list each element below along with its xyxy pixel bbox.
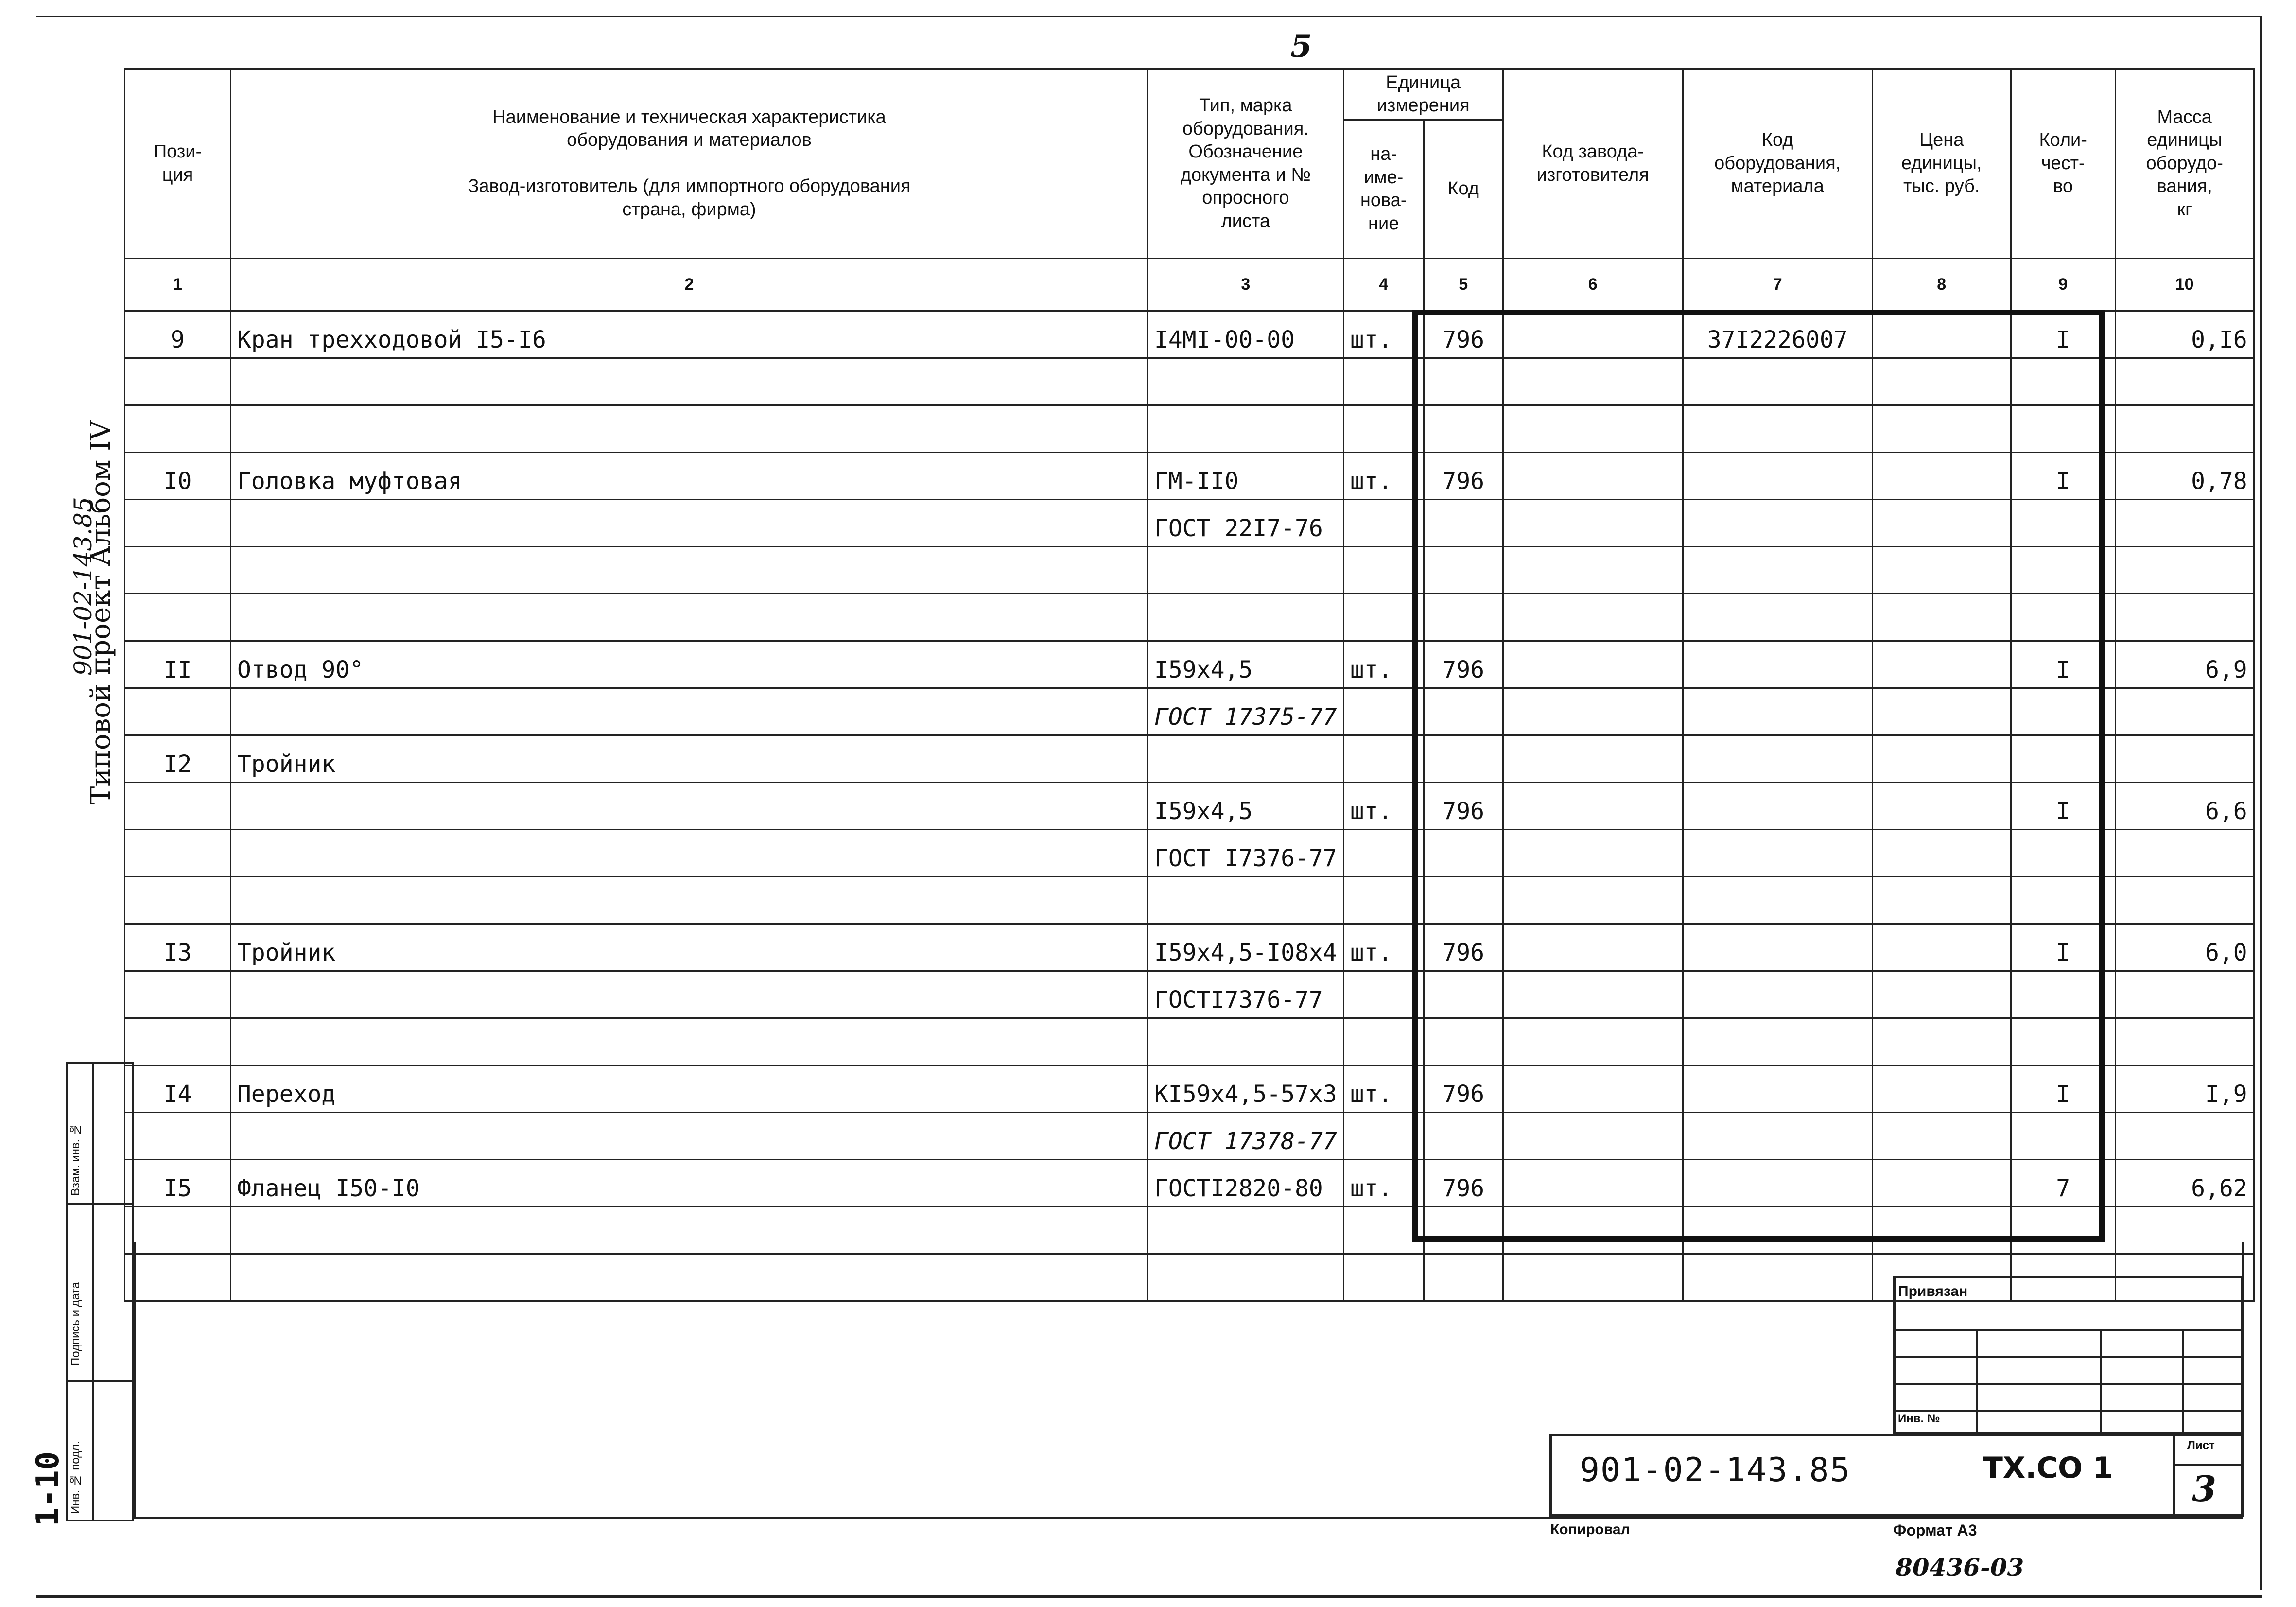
mass-cell: 6,9 (2115, 641, 2254, 688)
sheet-number: 5 (1290, 28, 1312, 65)
header-name: Наименование и техническая характеристика оборудования и материалов Завод-изготовитель (для импортного оборудования страна, фирма) (231, 69, 1148, 259)
quantity-cell: 7 (2011, 1160, 2115, 1207)
position-cell: 9 (125, 311, 231, 358)
mass-cell (2115, 735, 2254, 783)
type-cell (1148, 1018, 1344, 1066)
plant-code-cell (1503, 1254, 1683, 1301)
position-cell (125, 971, 231, 1018)
name-cell: Переход (231, 1066, 1148, 1113)
unit-code-cell: 796 (1424, 453, 1503, 500)
stamp-line (1893, 1356, 2243, 1358)
type-cell (1148, 547, 1344, 594)
name-cell (231, 1018, 1148, 1066)
mass-cell (2115, 688, 2254, 735)
quantity-cell: I (2011, 1066, 2115, 1113)
name-cell (231, 877, 1148, 924)
side-handwritten-code: 901-02-143.85 (69, 497, 97, 676)
table-header (125, 69, 2254, 311)
mass-cell: 6,0 (2115, 924, 2254, 971)
name-cell (231, 971, 1148, 1018)
unit-code-cell: 796 (1424, 311, 1503, 358)
signature-strip-line (66, 1380, 134, 1382)
sheet-value: 3 (2192, 1468, 2217, 1509)
mass-cell: 0,78 (2115, 453, 2254, 500)
type-cell: ГОСТ 17378-77 (1148, 1113, 1344, 1160)
type-cell: I59x4,5 (1148, 641, 1344, 688)
mass-cell (2115, 500, 2254, 547)
position-cell (125, 500, 231, 547)
type-cell: I59x4,5-I08x4 (1148, 924, 1344, 971)
position-cell: I0 (125, 453, 231, 500)
mass-cell (2115, 830, 2254, 877)
type-cell (1148, 358, 1344, 405)
album-label: Альбом IV (85, 420, 117, 566)
type-cell: ГОСТ 22I7-76 (1148, 500, 1344, 547)
type-cell (1148, 877, 1344, 924)
unit-cell: шт. (1343, 1066, 1424, 1113)
quantity-cell: I (2011, 311, 2115, 358)
material-code-cell: 37I2226007 (1683, 311, 1872, 358)
highlighted-code-region (1412, 310, 2105, 1242)
header-type: Тип, марка оборудования. Обозначение документа и № опросного листа (1148, 69, 1344, 259)
name-cell: Фланец I50-I0 (231, 1160, 1148, 1207)
type-cell: I4MI-00-00 (1148, 311, 1344, 358)
mass-cell (2115, 547, 2254, 594)
sheet-label: Лист (2187, 1439, 2215, 1452)
col-number: 8 (1872, 259, 2011, 311)
type-cell: I59x4,5 (1148, 783, 1344, 830)
col-number: 2 (231, 259, 1148, 311)
unit-code-cell: 796 (1424, 641, 1503, 688)
col-number: 6 (1503, 259, 1683, 311)
stamp-vline (1976, 1329, 1978, 1434)
header-mass: Масса единицы оборудо- вания, кг (2115, 69, 2254, 259)
quantity-cell: I (2011, 641, 2115, 688)
quantity-cell: I (2011, 783, 2115, 830)
position-cell: I2 (125, 735, 231, 783)
type-cell (1148, 594, 1344, 641)
copied-label: Копировал (1550, 1521, 1630, 1537)
header-quantity: Коли- чест- во (2011, 69, 2115, 259)
frame-bottom-line (134, 1517, 2243, 1519)
position-cell (125, 877, 231, 924)
name-cell (231, 1113, 1148, 1160)
position-cell (125, 1018, 231, 1066)
position-cell (125, 783, 231, 830)
unit-cell: шт. (1343, 311, 1424, 358)
col-number: 7 (1683, 259, 1872, 311)
original-inv-label: Инв. № подл. (69, 1441, 82, 1514)
type-cell: ГОСТI2820-80 (1148, 1160, 1344, 1207)
name-cell: Тройник (231, 735, 1148, 783)
name-cell (231, 688, 1148, 735)
mass-cell: 6,62 (2115, 1160, 2254, 1207)
format-label: Формат А3 (1893, 1521, 1977, 1539)
unit-code-cell: 796 (1424, 924, 1503, 971)
col-number: 10 (2115, 259, 2254, 311)
signature-date-label: Подпись и дата (69, 1282, 82, 1366)
mass-cell (2115, 1207, 2254, 1254)
replace-inv-label: Взам. инв. № (69, 1123, 82, 1196)
mass-cell (2115, 405, 2254, 453)
document-code: 901-02-143.85 (1580, 1451, 1851, 1489)
name-cell: Отвод 90° (231, 641, 1148, 688)
position-cell (125, 547, 231, 594)
name-cell (231, 1207, 1148, 1254)
bound-label: Привязан (1898, 1283, 1968, 1299)
archive-number: 80436-03 (1896, 1553, 2024, 1582)
position-cell (125, 1207, 231, 1254)
unit-cell: шт. (1343, 641, 1424, 688)
col-number: 4 (1343, 259, 1424, 311)
mass-cell: I,9 (2115, 1066, 2254, 1113)
name-cell (231, 405, 1148, 453)
project-label: Типовой проект (85, 575, 117, 804)
position-cell (125, 358, 231, 405)
type-cell (1148, 1207, 1344, 1254)
position-cell: I5 (125, 1160, 231, 1207)
column-numbers (125, 259, 2254, 311)
header-unit-group: Единица измерения (1343, 69, 1503, 120)
inv-no-label: Инв. № (1898, 1412, 1940, 1425)
col-number: 9 (2011, 259, 2115, 311)
type-cell (1148, 1254, 1344, 1301)
title-block-divider (2173, 1434, 2175, 1517)
mass-cell (2115, 594, 2254, 641)
type-cell (1148, 735, 1344, 783)
stamp-line (1893, 1329, 2243, 1331)
unit-cell: шт. (1343, 783, 1424, 830)
mass-cell (2115, 1018, 2254, 1066)
name-cell (231, 358, 1148, 405)
header-unit-name: на- име- нова- ние (1343, 120, 1424, 259)
unit-code-cell (1424, 1254, 1503, 1301)
position-cell (125, 1254, 231, 1301)
mass-cell: 0,I6 (2115, 311, 2254, 358)
signature-strip-divider (92, 1062, 94, 1521)
position-cell: II (125, 641, 231, 688)
col-number: 5 (1424, 259, 1503, 311)
name-cell: Головка муфтовая (231, 453, 1148, 500)
col-number: 3 (1148, 259, 1344, 311)
position-cell (125, 688, 231, 735)
unit-cell (1343, 1254, 1424, 1301)
type-cell: ГОСТI7376-77 (1148, 971, 1344, 1018)
name-cell (231, 500, 1148, 547)
position-cell (125, 594, 231, 641)
stamp-line (1893, 1410, 2243, 1412)
col-number: 1 (125, 259, 231, 311)
position-cell: I4 (125, 1066, 231, 1113)
title-block-line (2173, 1464, 2243, 1466)
header-material-code: Код оборудования, материала (1683, 69, 1872, 259)
header-price: Цена единицы, тыс. руб. (1872, 69, 2011, 259)
quantity-cell: I (2011, 453, 2115, 500)
header-position: Пози- ция (125, 69, 231, 259)
name-cell: Тройник (231, 924, 1148, 971)
type-cell (1148, 405, 1344, 453)
type-cell: ГМ-II0 (1148, 453, 1344, 500)
side-sheet-number: 1-10 (30, 1451, 66, 1526)
name-cell (231, 594, 1148, 641)
header-plant-code: Код завода- изготовителя (1503, 69, 1683, 259)
material-code-cell (1683, 1254, 1872, 1301)
type-cell: ГОСТ I7376-77 (1148, 830, 1344, 877)
frame-left-line (134, 1242, 136, 1517)
unit-code-cell: 796 (1424, 1066, 1503, 1113)
unit-code-cell: 796 (1424, 783, 1503, 830)
header-unit-code: Код (1424, 120, 1503, 259)
type-cell: ГОСТ 17375-77 (1148, 688, 1344, 735)
unit-code-cell: 796 (1424, 1160, 1503, 1207)
stamp-line (1893, 1383, 2243, 1385)
position-cell: I3 (125, 924, 231, 971)
name-cell: Кран трехходовой I5-I6 (231, 311, 1148, 358)
position-cell (125, 830, 231, 877)
mass-cell (2115, 1113, 2254, 1160)
name-cell (231, 547, 1148, 594)
stamp-vline (2100, 1329, 2102, 1434)
bottom-rule (36, 1595, 2262, 1598)
mass-cell (2115, 877, 2254, 924)
mass-cell: 6,6 (2115, 783, 2254, 830)
name-cell (231, 1254, 1148, 1301)
name-cell (231, 783, 1148, 830)
unit-cell: шт. (1343, 924, 1424, 971)
type-cell: KI59x4,5-57x3 (1148, 1066, 1344, 1113)
quantity-cell: I (2011, 924, 2115, 971)
position-cell (125, 1113, 231, 1160)
unit-cell: шт. (1343, 1160, 1424, 1207)
position-cell (125, 405, 231, 453)
mass-cell (2115, 358, 2254, 405)
mass-cell (2115, 971, 2254, 1018)
name-cell (231, 830, 1148, 877)
signature-strip-line (66, 1203, 134, 1205)
unit-cell: шт. (1343, 453, 1424, 500)
document-mark: ТХ.СО 1 (1983, 1451, 2113, 1485)
stamp-vline (2182, 1329, 2184, 1434)
